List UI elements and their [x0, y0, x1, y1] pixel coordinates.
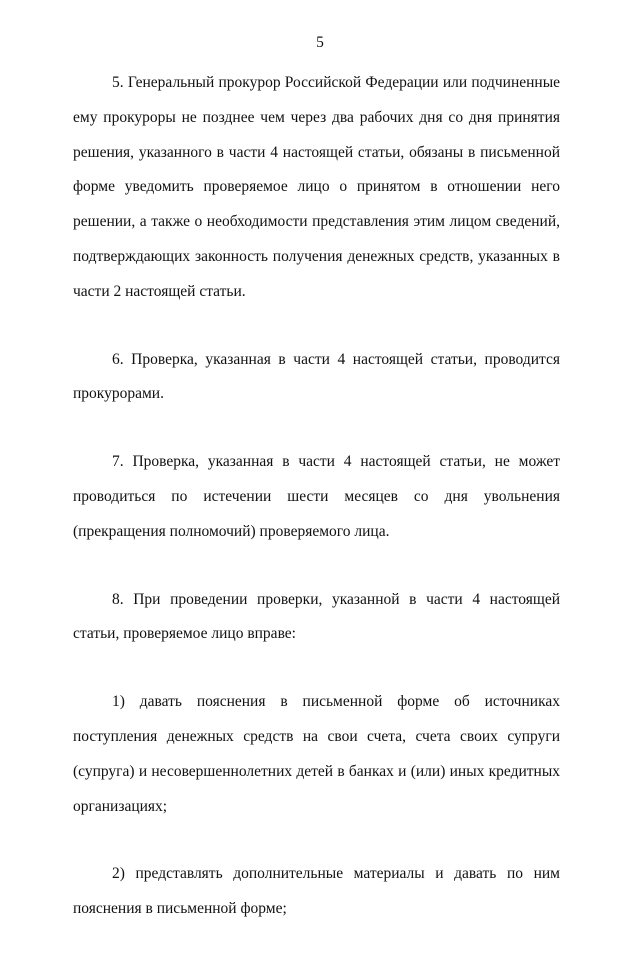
paragraph-item-6: 6. Проверка, указанная в части 4 настоящей статьи, проводится прокурорами.	[73, 350, 560, 403]
document-body	[73, 66, 560, 960]
paragraph-item-7: 7. Проверка, указанная в части 4 настоящей статьи, не может проводиться по истечении шести месяцев со дня увольнения (прекращения полномочий) проверяемого лица.	[73, 453, 560, 540]
paragraph-item-8: 8. При проведении проверки, указанной в части 4 настоящей статьи, проверяемое лицо вправе:	[73, 590, 560, 643]
paragraph-subitem-1: 1) давать пояснения в письменной форме об источниках поступления денежных средств на свои счета, счета своих супруги (супруга) и несовершеннолетних детей в банках и (или) иных кредитных организациях;	[73, 693, 560, 815]
paragraph-subitem-2: 2) представлять дополнительные материалы и давать по ним пояснения в письменной форме;	[73, 865, 560, 918]
page-number: 5	[316, 34, 324, 51]
paragraph-item-5: 5. Генеральный прокурор Российской Федерации или подчиненные ему прокуроры не позднее чем через два рабочих дня со дня принятия решения, указанного в части 4 настоящей статьи, обязаны в письменной форме уведомить проверяемое лицо о принятом в отношении него решении, а также о необходимости представления этим лицом сведений, подтверждающих законность получения денежных средств, указанных в части 2 настоящей статьи.	[73, 74, 560, 300]
